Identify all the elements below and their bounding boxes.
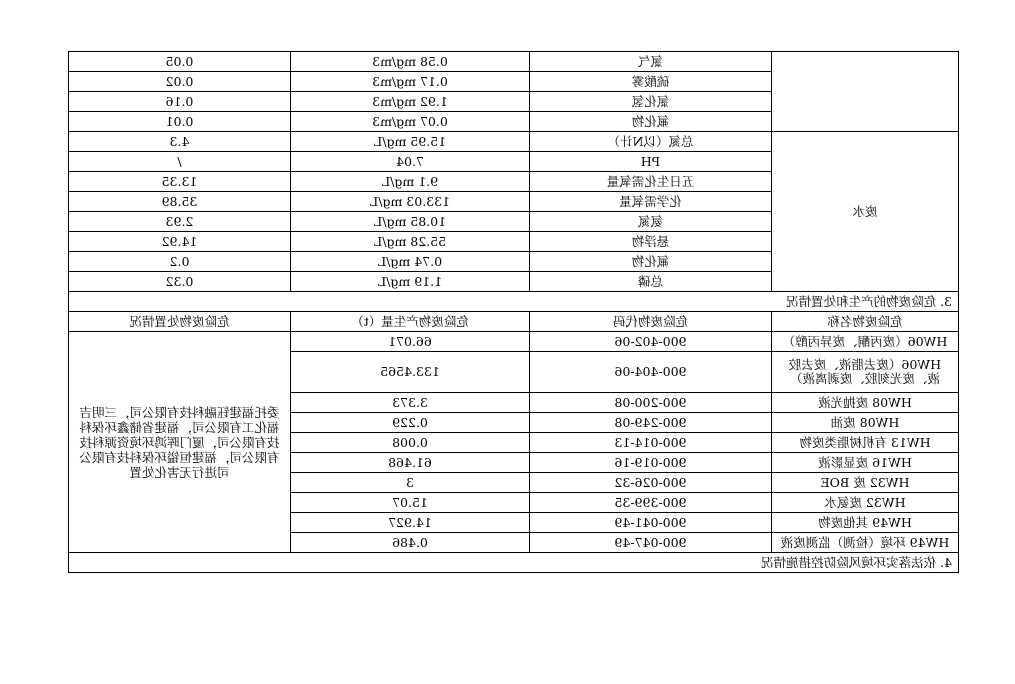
- pollutant-name: 总磷: [530, 272, 772, 292]
- header-waste-quantity: 危险废物产生量（t）: [291, 312, 530, 332]
- waste-quantity: 3.373: [291, 393, 530, 413]
- waste-name: HW16 废显影液: [772, 453, 959, 473]
- pollutant-name: 硫酸雾: [530, 72, 772, 92]
- waste-quantity: 0.229: [291, 413, 530, 433]
- waste-quantity: 15.07: [291, 493, 530, 513]
- pollutant-amount: 0.05: [69, 52, 291, 72]
- waste-code: 900-200-08: [530, 393, 772, 413]
- waste-code: 900-404-06: [530, 352, 772, 393]
- pollutant-name: 氯化氢: [530, 92, 772, 112]
- waste-name: HW49 其他废物: [772, 513, 959, 533]
- pollutant-name: 氯气: [530, 52, 772, 72]
- pollutant-amount: 13.35: [69, 172, 291, 192]
- waste-code: 900-041-49: [530, 513, 772, 533]
- waste-code: 900-249-08: [530, 413, 772, 433]
- waste-quantity: 0.486: [291, 533, 530, 553]
- table-row: [69, 132, 959, 152]
- waste-name: HW13 有机树脂类废物: [772, 433, 959, 453]
- waste-name: HW06（废去脂液、废去胶液、废光刻胶、废剥离液）: [772, 352, 959, 393]
- pollutant-concentration: 15.95 mg/L: [291, 132, 530, 152]
- pollutant-amount: 0.02: [69, 72, 291, 92]
- pollutant-concentration: 1.19 mg/L: [291, 272, 530, 292]
- pollutant-amount: 4.3: [69, 132, 291, 152]
- pollutant-amount: 2.93: [69, 212, 291, 232]
- pollutant-amount: 0.2: [69, 252, 291, 272]
- pollutant-amount: 14.92: [69, 232, 291, 252]
- table-row: [69, 553, 959, 573]
- pollutant-name: 氨氮: [530, 212, 772, 232]
- wastewater-category-cell: 废水: [772, 132, 959, 292]
- pollutant-name: 总氮（以N计）: [530, 132, 772, 152]
- pollutant-concentration: 55.28 mg/L: [291, 232, 530, 252]
- pollutant-amount: /: [69, 152, 291, 172]
- table-row: [69, 52, 959, 72]
- pollutant-concentration: 9.1 mg/L: [291, 172, 530, 192]
- pollutant-amount: 0.16: [69, 92, 291, 112]
- header-waste-disposal: 危险废物处置情况: [69, 312, 291, 332]
- waste-quantity: 133.4565: [291, 352, 530, 393]
- air-category-cell: [772, 52, 959, 132]
- emissions-table: [68, 51, 959, 573]
- waste-code: 900-019-16: [530, 453, 772, 473]
- header-waste-code: 危险废物代码: [530, 312, 772, 332]
- table-row: [69, 292, 959, 312]
- pollutant-concentration: 0.17 mg/m3: [291, 72, 530, 92]
- pollutant-name: 悬浮物: [530, 232, 772, 252]
- waste-code: 900-399-35: [530, 493, 772, 513]
- pollutant-concentration: 0.58 mg/m3: [291, 52, 530, 72]
- pollutant-name: 五日生化需氧量: [530, 172, 772, 192]
- pollutant-concentration: 0.07 mg/m3: [291, 112, 530, 132]
- pollutant-name: 氟化物: [530, 252, 772, 272]
- waste-name: HW08 废油: [772, 413, 959, 433]
- waste-code: 900-402-06: [530, 332, 772, 352]
- pollutant-concentration: 7.04: [291, 152, 530, 172]
- waste-name: HW32 废 BOE: [772, 473, 959, 493]
- waste-name: HW49 环境（检测）监测废液: [772, 533, 959, 553]
- waste-name: HW06（废丙酮、废异丙醇）: [772, 332, 959, 352]
- pollutant-name: PH: [530, 152, 772, 172]
- section-3-title: 3. 危险废物的产生和处置情况: [69, 292, 959, 312]
- waste-code: 900-026-32: [530, 473, 772, 493]
- waste-name: HW32 废氨水: [772, 493, 959, 513]
- table-header-row: [69, 312, 959, 332]
- waste-quantity: 3: [291, 473, 530, 493]
- table-row: [69, 332, 959, 352]
- section-4-title: 4. 依法落实环境风险防控措施情况: [69, 553, 959, 573]
- waste-quantity: 0.008: [291, 433, 530, 453]
- header-waste-name: 危险废物名称: [772, 312, 959, 332]
- waste-code: 900-047-49: [530, 533, 772, 553]
- waste-disposal-note: 委托福建钰融科技有限公司，三明吉福化工有限公司，福建省储鑫环保科技有限公司，厦门晖鸿环境资源科技有限公司，福建恒镒环保科技有限公司进行无害化处置: [69, 332, 291, 553]
- pollutant-concentration: 0.74 mg/L: [291, 252, 530, 272]
- pollutant-name: 氟化物: [530, 112, 772, 132]
- waste-quantity: 66.071: [291, 332, 530, 352]
- pollutant-amount: 0.32: [69, 272, 291, 292]
- waste-quantity: 61.468: [291, 453, 530, 473]
- pollutant-amount: 0.01: [69, 112, 291, 132]
- pollutant-concentration: 10.85 mg/L: [291, 212, 530, 232]
- pollutant-name: 化学需氧量: [530, 192, 772, 212]
- pollutant-concentration: 1.92 mg/m3: [291, 92, 530, 112]
- waste-quantity: 14.927: [291, 513, 530, 533]
- pollutant-concentration: 133.03 mg/L: [291, 192, 530, 212]
- waste-name: HW08 废抛光液: [772, 393, 959, 413]
- pollutant-amount: 35.89: [69, 192, 291, 212]
- waste-code: 900-014-13: [530, 433, 772, 453]
